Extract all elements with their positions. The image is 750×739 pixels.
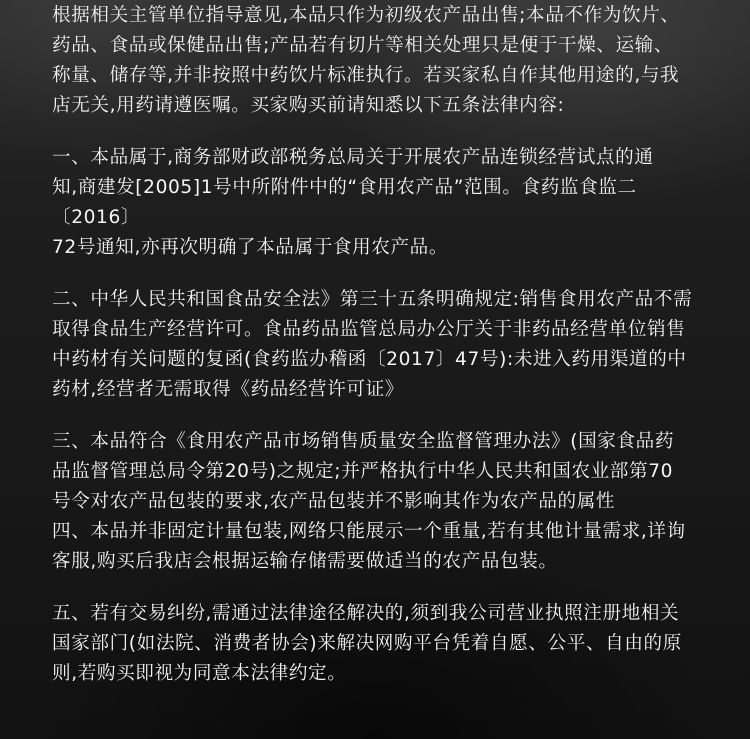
legal-item-1: 一、本品属于,商务部财政部税务总局关于开展农产品连锁经营试点的通 知,商建发[2005]1号中所附件中的“食用农产品”范围。食药监食监二〔2016〕 72号通知,亦再次明确了本品属于食用农产品。 (52, 147, 654, 258)
legal-item-2: 二、中华人民共和国食品安全法》第三十五条明确规定:销售食用农产品不需 取得食品生产经营许可。食品药品监管总局办公厅关于非药品经营单位销售 中药材有关问题的复函(食药监办稽函〔2017〕47号):未进入药用渠道的中 药材,经营者无需取得《药品经营许可证》 (52, 289, 693, 400)
spacer (52, 405, 710, 427)
spacer (52, 577, 710, 599)
legal-item-4: 四、本品并非固定计量包装,网络只能展示一个重量,若有其他计量需求,详询 客服,购买后我店会根据运输存储需要做适当的农产品包装。 (52, 521, 686, 572)
legal-item-3: 三、本品符合《食用农产品市场销售质量安全监督管理办法》(国家食品药 品监督管理总局令第20号)之规定;并严格执行中华人民共和国农业部第70 号令对农产品包装的要求,农产品包装并不影响其作为农产品的属性 (52, 431, 675, 512)
legal-item-5: 五、若有交易纠纷,需通过法律途径解决的,须到我公司营业执照注册地相关 国家部门(如法院、消费者协会)来解决网购平台凭着自愿、公平、自由的原 则,若购买即视为同意本法律约定。 (52, 603, 682, 684)
spacer (52, 263, 710, 285)
intro-paragraph: 根据相关主管单位指导意见,本品只作为初级农产品出售;本品不作为饮片、 药品、食品或保健品出售;产品若有切片等相关处理只是便于干燥、运输、 称量、储存等,并非按照中药饮片标准执行。若买家私自作其他用途的,与我 店无关,用药请遵医嘱。买家购买前请知悉以下五条法律内容: (52, 5, 680, 116)
spacer (52, 121, 710, 143)
